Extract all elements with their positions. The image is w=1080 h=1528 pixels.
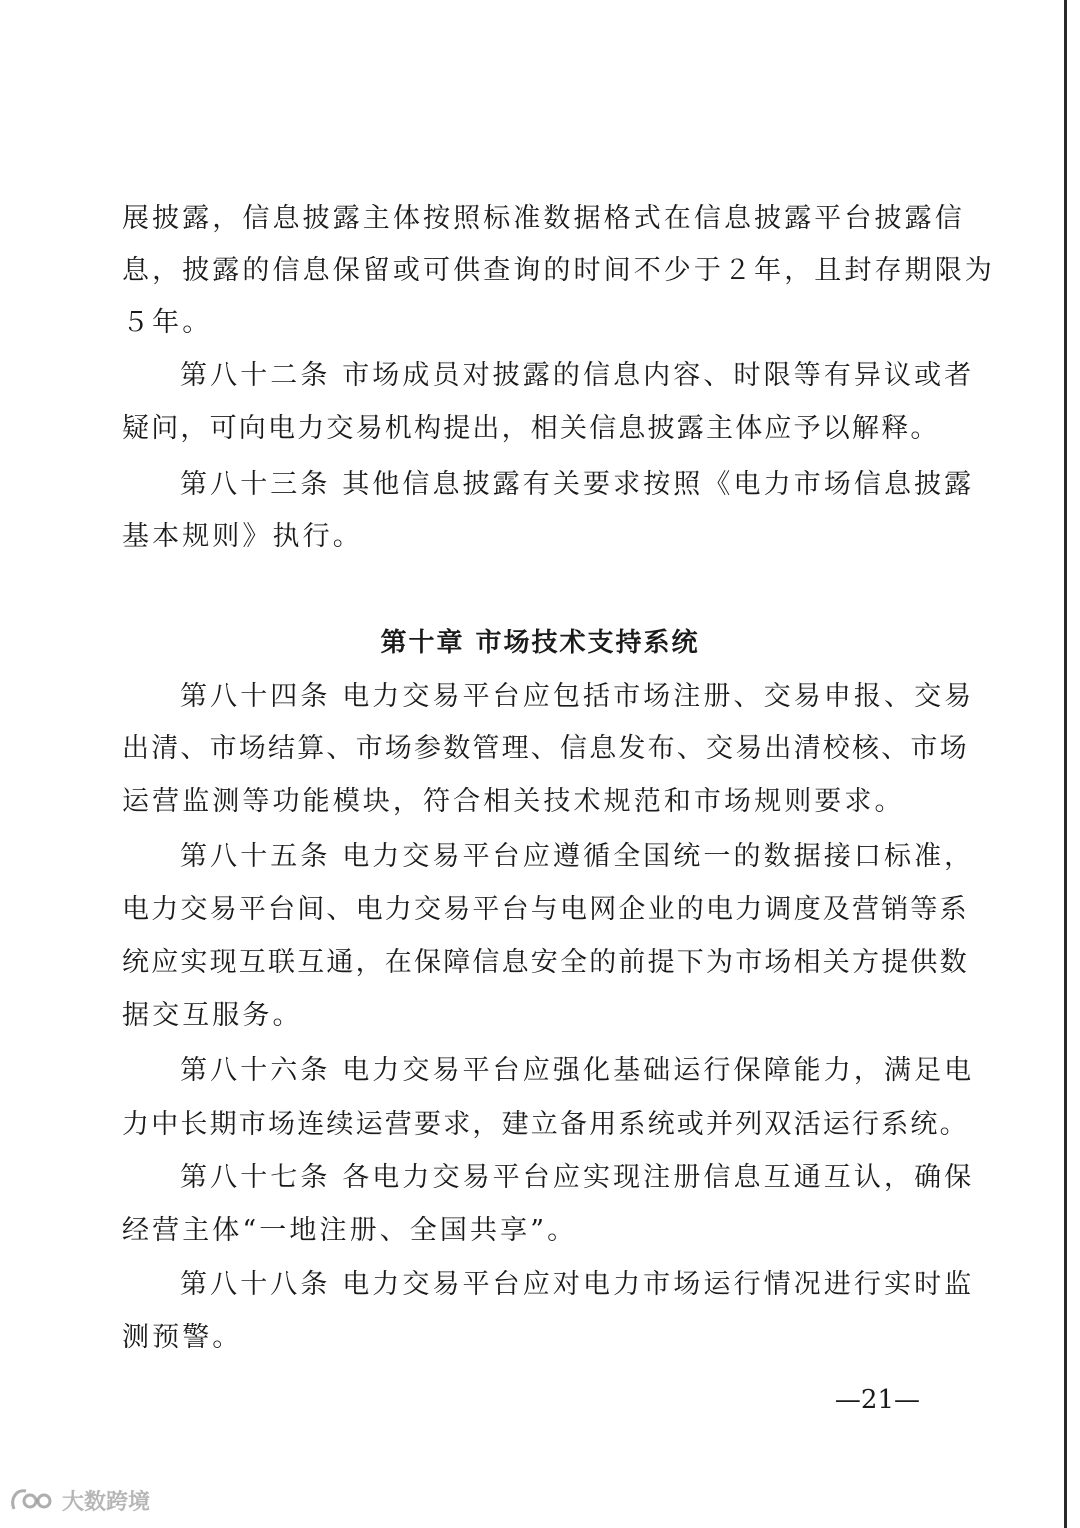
article-82-text: 市场成员对披露的信息内容、时限等有异议或者	[342, 360, 975, 391]
article-85-line-3: 统应实现互联互通，在保障信息安全的前提下为市场相关方提供数	[122, 947, 969, 978]
article-84-line-2: 出清、市场结算、市场参数管理、信息发布、交易出清校核、市场	[122, 733, 969, 764]
article-88-line-2: 测预警。	[122, 1322, 243, 1353]
article-83-line-1	[180, 460, 975, 510]
article-87-text: 各电力交易平台应实现注册信息互通互认，确保	[342, 1162, 975, 1193]
article-84-line-1	[180, 672, 975, 722]
article-84-line-3: 运营监测等功能模块，符合相关技术规范和市场规则要求。	[122, 786, 905, 817]
article-85-label: 第八十五条	[180, 841, 331, 872]
page-number: —21—	[834, 1385, 920, 1415]
article-86-label: 第八十六条	[180, 1055, 331, 1086]
article-88-line-1	[180, 1260, 975, 1310]
watermark-logo-icon	[8, 1485, 56, 1515]
text-line-2: 息，披露的信息保留或可供查询的时间不少于２年，且封存期限为	[122, 255, 995, 286]
text-line-1: 展披露，信息披露主体按照标准数据格式在信息披露平台披露信	[122, 203, 965, 234]
page-edge-line	[1064, 0, 1067, 1528]
article-84-label: 第八十四条	[180, 681, 331, 712]
article-87-line-2: 经营主体“一地注册、全国共享”。	[122, 1215, 578, 1246]
article-88-text: 电力交易平台应对电力市场运行情况进行实时监	[342, 1269, 975, 1300]
article-86-line-1	[180, 1046, 975, 1096]
article-87-label: 第八十七条	[180, 1162, 331, 1193]
article-85-line-2: 电力交易平台间、电力交易平台与电网企业的电力调度及营销等系	[122, 894, 969, 925]
article-88-label: 第八十八条	[180, 1269, 331, 1300]
article-86-text: 电力交易平台应强化基础运行保障能力，满足电	[342, 1055, 975, 1086]
article-87-line-1	[180, 1153, 975, 1203]
article-85-text: 电力交易平台应遵循全国统一的数据接口标准，	[342, 841, 975, 872]
article-85-line-4: 据交互服务。	[122, 1000, 303, 1031]
article-83-line-2: 基本规则》执行。	[122, 521, 363, 552]
article-83-label: 第八十三条	[180, 469, 331, 500]
article-82-label: 第八十二条	[180, 360, 331, 391]
article-85-line-1	[180, 832, 975, 882]
chapter-heading: 第十章 市场技术支持系统	[380, 628, 700, 658]
article-82-line-2: 疑问，可向电力交易机构提出，相关信息披露主体应予以解释。	[122, 413, 940, 444]
article-83-text: 其他信息披露有关要求按照《电力市场信息披露	[342, 469, 975, 500]
text-line-3: ５年。	[122, 307, 213, 338]
article-84-text: 电力交易平台应包括市场注册、交易申报、交易	[342, 681, 975, 712]
article-86-line-2: 力中长期市场连续运营要求，建立备用系统或并列双活运行系统。	[122, 1109, 969, 1140]
article-82-line-1	[180, 351, 975, 401]
watermark	[8, 1482, 150, 1518]
watermark-text: 大数跨境	[62, 1489, 151, 1515]
